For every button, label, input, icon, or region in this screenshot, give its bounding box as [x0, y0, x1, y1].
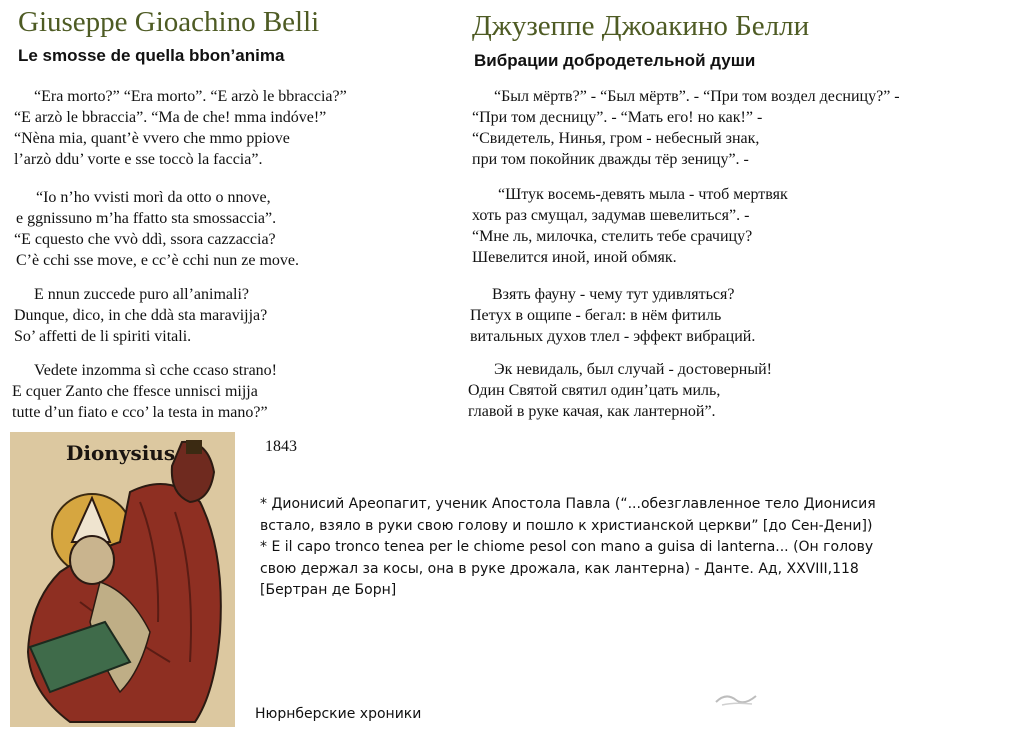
year: 1843	[265, 438, 297, 455]
verse-line: “Nèna mia, quant’è vvero che mmo ppiove	[14, 130, 290, 147]
russian-title: Джузеппе Джоакино Белли	[472, 10, 810, 42]
verse-line: “При том десницу”. - “Мать его! но как!” -	[472, 109, 763, 126]
verse-line: при том покойник дважды тёр зеницу”. -	[472, 151, 749, 168]
verse-line: “E arzò le bbraccia”. “Ma de che! mma indóve!”	[14, 109, 327, 126]
verse-line: главой в руке качая, как лантерной”.	[468, 403, 716, 420]
verse-line: l’arzò ddu’ vorte e sse toccò la faccia”.	[14, 151, 263, 168]
woodcut-inscription: Dionysius	[66, 441, 176, 465]
italian-stanza-1	[14, 86, 347, 170]
verse-line: “Io n’ho vvisti morì da otto o nnove,	[36, 189, 271, 206]
verse-line: Один Святой святил один’цать миль,	[468, 382, 721, 399]
verse-line: C’è cchi sse move, e cc’è cchi nun ze move.	[16, 252, 299, 269]
verse-line: “Мне ль, милочка, стелить тебе срачицу?	[472, 228, 753, 245]
russian-stanza-2	[472, 184, 788, 268]
russian-stanza-1	[472, 86, 900, 170]
verse-line: витальных духов тлел - эффект вибраций.	[470, 328, 756, 345]
russian-subtitle: Вибрации добродетельной души	[474, 51, 756, 70]
verse-line: “Era morto?” “Era morto”. “E arzò le bbraccia?”	[34, 88, 347, 105]
verse-line: E cquer Zanto che ffesce unnisci mijja	[12, 383, 258, 400]
verse-line: “Был мёртв?” - “Был мёртв”. - “При том воздел десницу?” -	[494, 88, 900, 105]
footnote-dionysius: * Дионисий Ареопагит, ученик Апостола Павла (“...обезглавленное тело Дионисия встало, взяло в руки свою голову и пошло к христианской церкви” [до Сен-Дени])	[260, 496, 876, 534]
verse-line: tutte d’un fiato e cco’ la testa in mano?”	[12, 404, 268, 421]
italian-stanza-2	[14, 187, 299, 271]
russian-stanza-3	[470, 284, 755, 347]
italian-title: Giuseppe Gioachino Belli	[18, 6, 320, 38]
verse-line: “E cquesto che vvò ddì, ssora cazzaccia?	[14, 231, 276, 248]
dionysius-woodcut-image	[10, 432, 235, 727]
russian-stanza-4	[468, 359, 772, 422]
verse-line: E nnun zuccede puro all’animali?	[34, 286, 250, 303]
italian-stanza-4	[12, 360, 277, 423]
verse-line: So’ affetti de li spiriti vitali.	[14, 328, 192, 345]
verse-line: Эк невидаль, был случай - достоверный!	[494, 361, 772, 378]
footnote-dante: * E il capo tronco tenea per le chiome pesol con mano a guisa di lanterna... (Он голову свою держал за косы, она в руке дрожала, как лантерна) - Данте. Ад, XXVIII,118 [Бертран де Борн]	[260, 539, 874, 598]
verse-line: e ggnissuno m’ha ffatto sta smossaccia”.	[16, 210, 277, 227]
image-caption: Нюрнберские хроники	[255, 706, 422, 722]
verse-line: Шевелится иной, иной обмяк.	[472, 249, 677, 266]
verse-line: Vedete inzomma sì cche ccaso strano!	[34, 362, 278, 379]
signature-mark	[712, 688, 762, 710]
footnotes	[260, 494, 900, 602]
verse-line: “Штук восемь-девять мыла - чтоб мертвяк	[498, 186, 788, 203]
verse-line: Взять фауну - чему тут удивляться?	[492, 286, 735, 303]
verse-line: хоть раз смущал, задумав шевелиться”. -	[472, 207, 750, 224]
verse-line: Dunque, dico, in che ddà sta maravijja?	[14, 307, 268, 324]
italian-subtitle: Le smosse de quella bbon’anima	[18, 46, 285, 65]
verse-line: Петух в ощипе - бегал: в нём фитиль	[470, 307, 722, 324]
verse-line: “Свидетель, Нинья, гром - небесный знак,	[472, 130, 760, 147]
italian-stanza-3	[14, 284, 267, 347]
